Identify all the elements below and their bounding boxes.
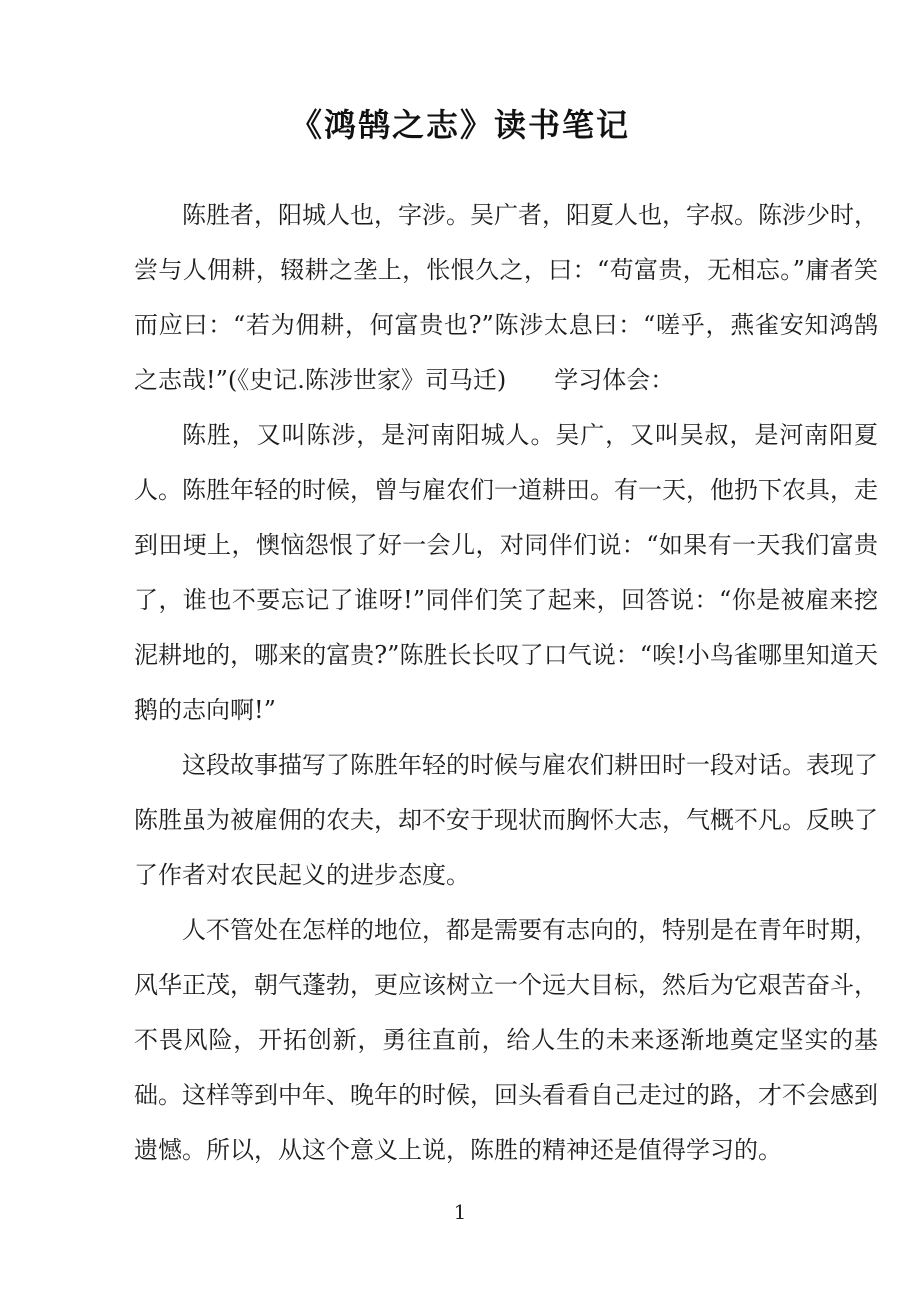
paragraph-analysis: 这段故事描写了陈胜年轻的时候与雇农们耕田时一段对话。表现了陈胜虽为被雇佣的农夫，却不安于现状而胸怀大志，气概不凡。反映了了作者对农民起义的进步态度。 (134, 751, 878, 889)
paragraph-reflection: 人不管处在怎样的地位，都是需要有志向的，特别是在青年时期，风华正茂，朝气蓬勃，更应该树立一个远大目标，然后为它艰苦奋斗，不畏风险，开拓创新，勇往直前，给人生的未来逐渐地奠定坚实的基础。这样等到中年、晚年的时候，回头看看自己走过的路，才不会感到遗憾。所以，从这个意义上说，陈胜的精神还是值得学习的。 (134, 916, 878, 1164)
document-title: 《鸿鹄之志》读书笔记 (289, 106, 630, 144)
document-body (134, 188, 878, 1178)
paragraph-translation: 陈胜，又叫陈涉，是河南阳城人。吴广，又叫吴叔，是河南阳夏人。陈胜年轻的时候，曾与雇农们一道耕田。有一天，他扔下农具，走到田埂上，懊恼怨恨了好一会儿，对同伴们说：“如果有一天我们富贵了，谁也不要忘记了谁呀!”同伴们笑了起来，回答说：“你是被雇来挖泥耕地的，哪来的富贵?”陈胜长长叹了口气说：“唉!小鸟雀哪里知道天鹅的志向啊!” (134, 421, 878, 724)
page-number: 1 (453, 1200, 467, 1224)
paragraph-quote-original: 陈胜者，阳城人也，字涉。吴广者，阳夏人也，字叔。陈涉少时，尝与人佣耕，辍耕之垄上，怅恨久之，曰：“苟富贵，无相忘。”庸者笑而应曰：“若为佣耕，何富贵也?”陈涉太息曰：“嗟乎，燕雀安知鸿鹄之志哉!”(《史记.陈涉世家》司马迁) 学习体会： (134, 201, 878, 394)
